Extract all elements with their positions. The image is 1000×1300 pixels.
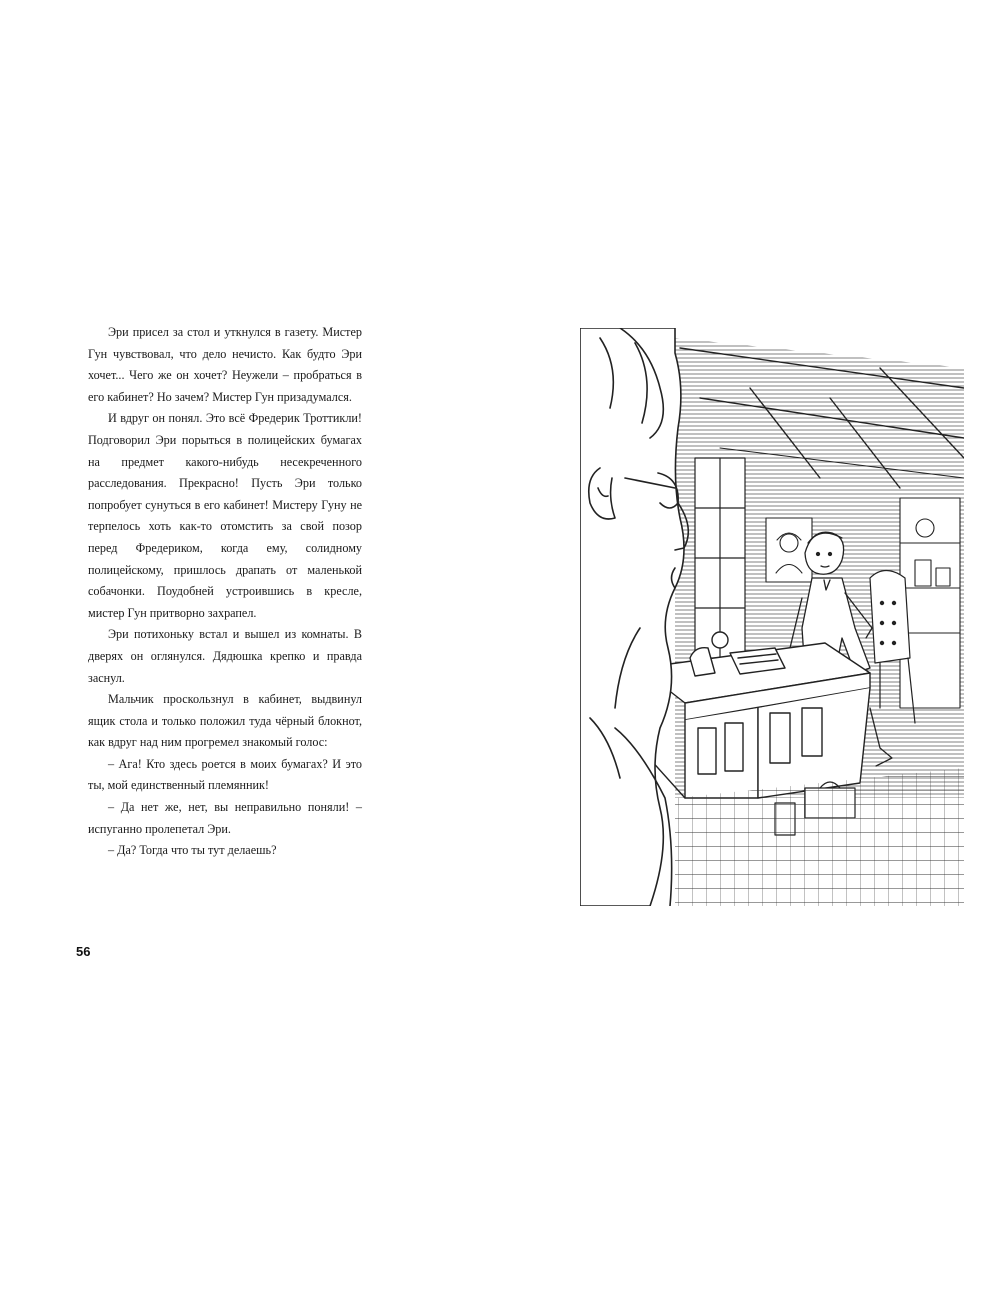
paragraph: И вдруг он понял. Это всё Фредерик Троттикли! Подговорил Эри порыться в полицейских бумагах на предмет какого-нибудь несекреченного расследования. Прекрасно! Пусть Эри только попробует сунуться в его кабинет! Мистеру Гуну не терпелось хоть как-то отомстить за свой позор перед Фредериком, когда ему, солидному полицейскому, пришлось драпать от маленькой собачонки. Поудобней устроившись в кресле, мистер Гун притворно захрапел. bbox=[88, 411, 362, 620]
paragraph: Эри присел за стол и уткнулся в газету. Мистер Гун чувствовал, что дело нечисто. Как будто Эри хочет... Чего же он хочет? Неужели – пробраться в его кабинет? Но зачем? Мистер Гун призадумался. bbox=[88, 325, 362, 404]
text-column bbox=[88, 322, 362, 862]
window bbox=[695, 458, 745, 658]
man-foreground bbox=[580, 328, 688, 906]
paragraph: Эри потихоньку встал и вышел из комнаты. В дверях он оглянулся. Дядюшка крепко и правда заснул. bbox=[88, 627, 362, 685]
paragraph: Мальчик проскользнул в кабинет, выдвинул ящик стола и только положил туда чёрный блокнот, как вдруг над ним прогремел знакомый голос: bbox=[88, 692, 362, 750]
paragraph: – Да нет же, нет, вы неправильно поняли! – испуганно пролепетал Эри. bbox=[88, 800, 362, 836]
illustration-drawing bbox=[580, 328, 964, 906]
page-number: 56 bbox=[76, 944, 91, 959]
paragraph: – Да? Тогда что ты тут делаешь? bbox=[108, 843, 277, 858]
wall-poster bbox=[766, 518, 812, 582]
desk bbox=[640, 632, 870, 798]
illustration bbox=[580, 328, 964, 906]
paragraph: – Ага! Кто здесь роется в моих бумагах? И это ты, мой единственный племянник! bbox=[88, 756, 362, 793]
shelves bbox=[900, 498, 960, 708]
